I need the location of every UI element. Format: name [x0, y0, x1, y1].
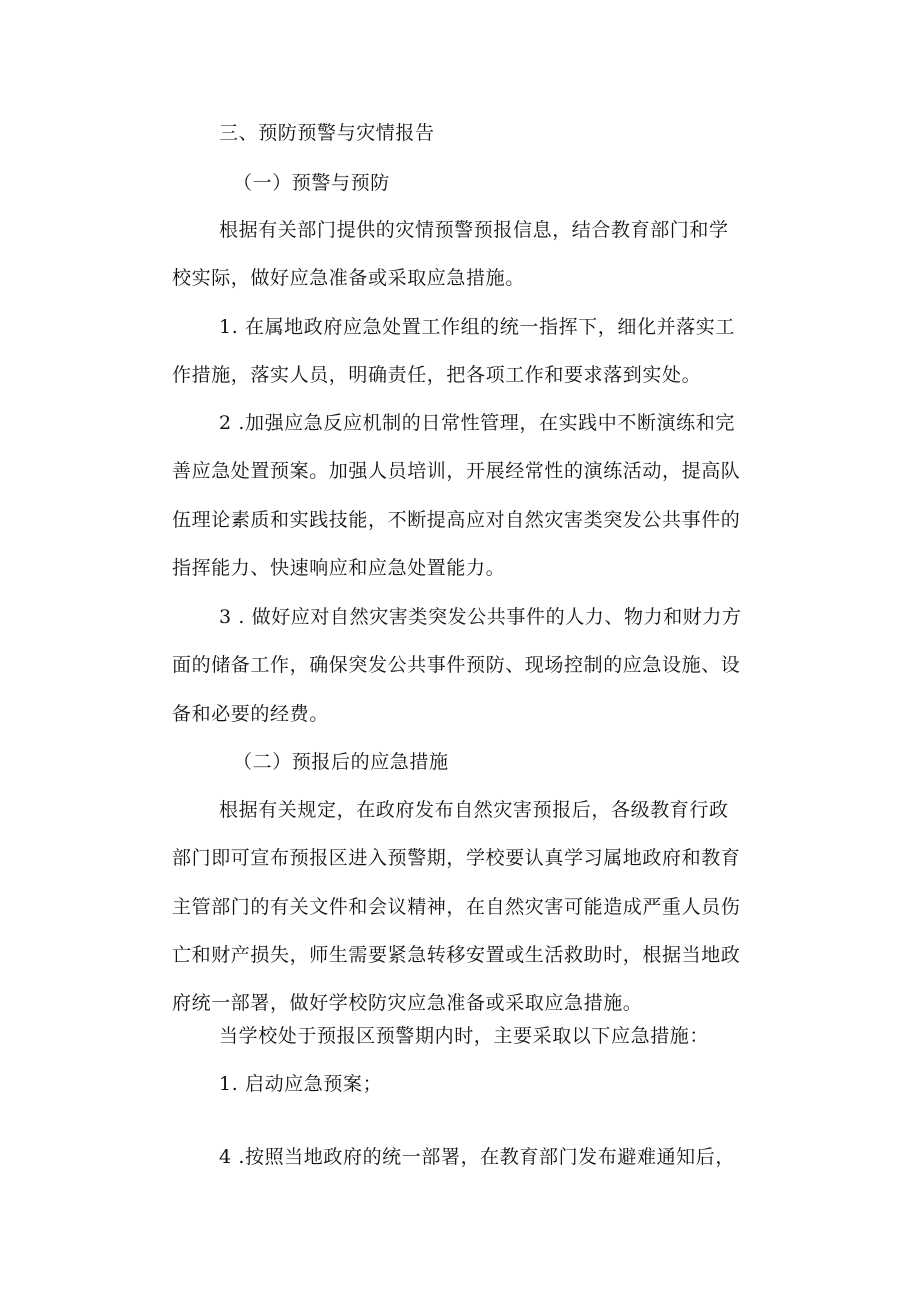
measure-item: 1. 启动应急预案；: [219, 1073, 383, 1095]
subsection-1-heading: （一）预警与预防: [233, 172, 390, 194]
paragraph-line: 根据有关部门提供的灾情预警预报信息，结合教育部门和学: [219, 219, 729, 241]
paragraph-line: 部门即可宣布预报区进入预警期，学校要认真学习属地政府和教育: [172, 847, 741, 869]
list-item-line: 1. 在属地政府应急处置工作组的统一指挥下，细化并落实工: [219, 316, 735, 338]
measures-intro: 当学校处于预报区预警期内时，主要采取以下应急措施：: [219, 1025, 710, 1047]
list-item-line: 3 . 做好应对自然灾害类突发公共事件的人力、物力和财力方: [219, 606, 742, 628]
list-item-line: 2 .加强应急反应机制的日常性管理，在实践中不断演练和完: [219, 412, 735, 434]
list-item-line: 备和必要的经费。: [172, 703, 329, 725]
measure-item: 4 .按照当地政府的统一部署，在教育部门发布避难通知后，: [219, 1146, 735, 1168]
list-item-line: 作措施，落实人员，明确责任，把各项工作和要求落到实处。: [172, 364, 702, 386]
paragraph-line: 根据有关规定，在政府发布自然灾害预报后，各级教育行政: [219, 799, 729, 821]
list-item-line: 善应急处置预案。加强人员培训，开展经常性的演练活动，提高队: [172, 460, 741, 482]
list-item-line: 面的储备工作，确保突发公共事件预防、现场控制的应急设施、设: [172, 654, 741, 676]
paragraph-line: 主管部门的有关文件和会议精神，在自然灾害可能造成严重人员伤: [172, 896, 741, 918]
subsection-2-heading: （二）预报后的应急措施: [233, 751, 449, 773]
section-heading: 三、预防预警与灾情报告: [219, 122, 435, 144]
list-item-line: 指挥能力、快速响应和应急处置能力。: [172, 557, 506, 579]
paragraph-line: 府统一部署，做好学校防灾应急准备或采取应急措施。: [172, 992, 643, 1014]
paragraph-line: 亡和财产损失，师生需要紧急转移安置或生活救助时，根据当地政: [172, 944, 741, 966]
list-item-line: 伍理论素质和实践技能，不断提高应对自然灾害类突发公共事件的: [172, 509, 741, 531]
paragraph-line: 校实际，做好应急准备或采取应急措施。: [172, 267, 525, 289]
